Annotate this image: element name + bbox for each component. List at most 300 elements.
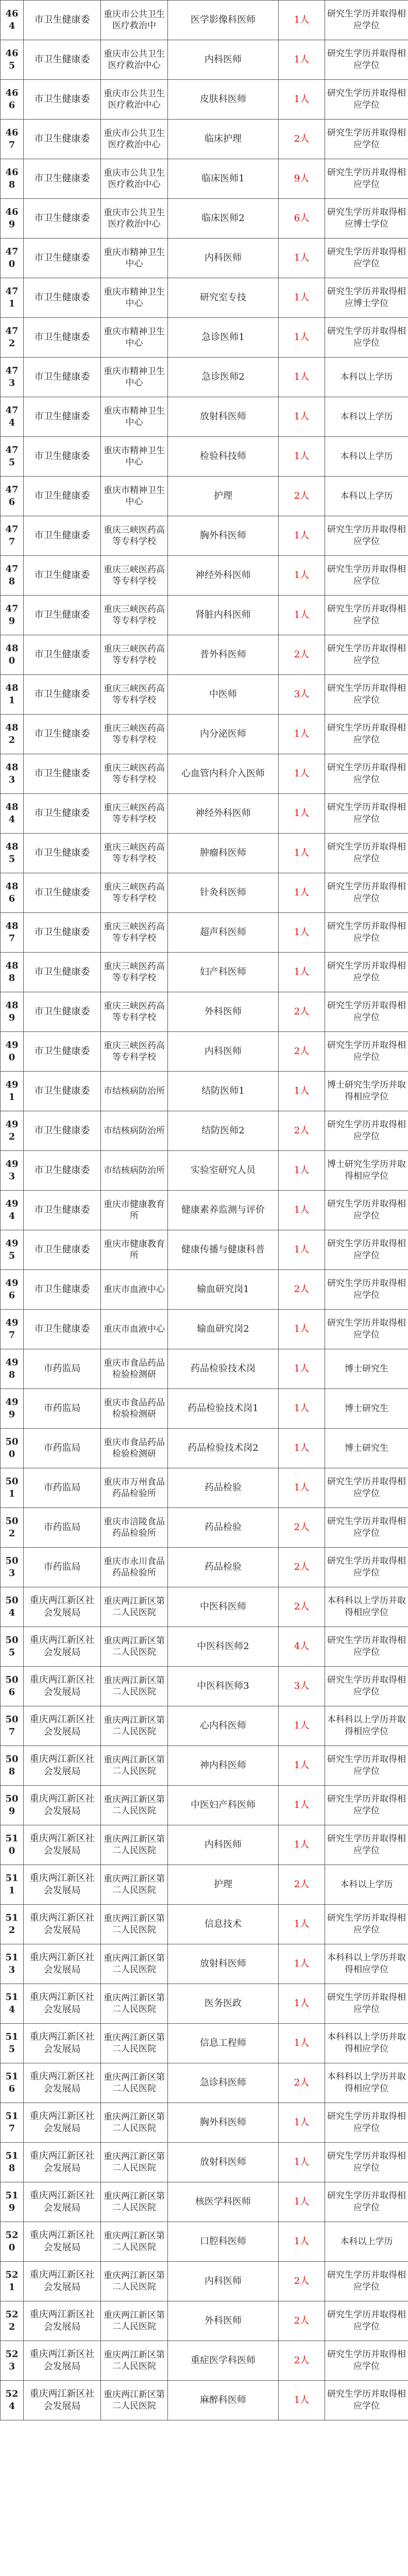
department-cell: 重庆两江新区第二人民医院: [101, 1667, 168, 1706]
education-cell: 研究生学历并取得相应学位: [325, 1230, 408, 1270]
headcount-cell: 6人: [279, 199, 325, 239]
unit-cell: 重庆两江新区社会发展局: [24, 1706, 101, 1746]
position-cell: 急诊医师1: [168, 318, 279, 358]
row-number: 500: [1, 1429, 24, 1468]
position-cell: 外科医师: [168, 2301, 279, 2341]
position-cell: 放射科医师: [168, 1944, 279, 1984]
unit-cell: 市卫生健康委: [24, 1191, 101, 1230]
education-cell: 研究生学历并取得相应学位: [325, 1984, 408, 2024]
unit-cell: 市卫生健康委: [24, 556, 101, 596]
department-cell: 重庆两江新区第二人民医院: [101, 1984, 168, 2024]
position-cell: 放射科医师: [168, 397, 279, 437]
headcount-cell: 1人: [279, 1230, 325, 1270]
unit-cell: 市卫生健康委: [24, 358, 101, 397]
row-number: 509: [1, 1786, 24, 1825]
table-row: [1, 635, 408, 675]
education-cell: 研究生学历并取得相应学位: [325, 1310, 408, 1349]
education-cell: 研究生学历并取得相应学位: [325, 1191, 408, 1230]
table-row: [1, 120, 408, 159]
education-cell: 研究生学历并取得相应学位: [325, 834, 408, 873]
row-number: 522: [1, 2301, 24, 2341]
headcount-cell: 1人: [279, 794, 325, 834]
headcount-cell: 1人: [279, 358, 325, 397]
unit-cell: 市卫生健康委: [24, 318, 101, 358]
position-cell: 胸外科医师: [168, 2103, 279, 2143]
education-cell: 研究生学历并取得相应学位: [325, 40, 408, 80]
row-number: 490: [1, 1032, 24, 1072]
position-cell: 健康素养监测与评价: [168, 1191, 279, 1230]
row-number: 493: [1, 1151, 24, 1191]
position-cell: 口腔科医师: [168, 2222, 279, 2262]
unit-cell: 市药监局: [24, 1429, 101, 1468]
table-row: [1, 992, 408, 1032]
row-number: 473: [1, 358, 24, 397]
table-row: [1, 1468, 408, 1508]
department-cell: 重庆市万州食品药品检验所: [101, 1468, 168, 1508]
table-row: [1, 1349, 408, 1389]
department-cell: 重庆市公共卫生医疗救治中: [101, 1, 168, 40]
table-row: [1, 1667, 408, 1706]
headcount-cell: 2人: [279, 1865, 325, 1905]
department-cell: 重庆两江新区第二人民医院: [101, 2182, 168, 2222]
department-cell: 重庆市公共卫生医疗救治中心: [101, 199, 168, 239]
education-cell: 本科科以上学历并取得相应学位: [325, 2024, 408, 2063]
education-cell: 研究生学历并取得相应学位: [325, 913, 408, 953]
unit-cell: 重庆两江新区社会发展局: [24, 2262, 101, 2301]
table-row: [1, 953, 408, 992]
headcount-cell: 1人: [279, 873, 325, 913]
department-cell: 重庆市公共卫生医疗救治中心: [101, 80, 168, 120]
position-cell: 健康传播与健康科普: [168, 1230, 279, 1270]
position-cell: 胸外科医师: [168, 516, 279, 556]
row-number: 505: [1, 1627, 24, 1667]
position-cell: 临床医师1: [168, 159, 279, 199]
position-cell: 研究室专技: [168, 278, 279, 318]
education-cell: 研究生学历并取得相应学位: [325, 120, 408, 159]
education-cell: 研究生学历并取得相应博士学位: [325, 278, 408, 318]
education-cell: 本科科以上学历并取得相应学位: [325, 1944, 408, 1984]
row-number: 492: [1, 1111, 24, 1151]
education-cell: 研究生学历并取得相应学位: [325, 754, 408, 794]
row-number: 484: [1, 794, 24, 834]
department-cell: 市结核病防治所: [101, 1151, 168, 1191]
unit-cell: 市卫生健康委: [24, 873, 101, 913]
headcount-cell: 1人: [279, 1151, 325, 1191]
headcount-cell: 1人: [279, 556, 325, 596]
unit-cell: 重庆两江新区社会发展局: [24, 1944, 101, 1984]
table-row: [1, 1389, 408, 1429]
row-number: 503: [1, 1548, 24, 1587]
headcount-cell: 1人: [279, 239, 325, 278]
position-cell: 神内科医师: [168, 1746, 279, 1786]
headcount-cell: 1人: [279, 834, 325, 873]
headcount-cell: 3人: [279, 675, 325, 715]
education-cell: 研究生学历并取得相应学位: [325, 2301, 408, 2341]
table-row: [1, 437, 408, 477]
education-cell: 本科以上学历: [325, 477, 408, 516]
unit-cell: 市卫生健康委: [24, 239, 101, 278]
department-cell: 重庆三峡医药高等专科学校: [101, 635, 168, 675]
department-cell: 重庆三峡医药高等专科学校: [101, 873, 168, 913]
education-cell: 研究生学历并取得相应学位: [325, 715, 408, 754]
department-cell: 重庆两江新区第二人民医院: [101, 1865, 168, 1905]
headcount-cell: 1人: [279, 1905, 325, 1944]
unit-cell: 市卫生健康委: [24, 1111, 101, 1151]
position-cell: 医务医政: [168, 1984, 279, 2024]
department-cell: 重庆市公共卫生医疗救治中心: [101, 40, 168, 80]
row-number: 499: [1, 1389, 24, 1429]
education-cell: 本科科以上学历并取得相应学位: [325, 2063, 408, 2103]
table-row: [1, 2103, 408, 2143]
unit-cell: 市卫生健康委: [24, 40, 101, 80]
education-cell: 研究生学历并取得相应学位: [325, 596, 408, 635]
department-cell: 重庆两江新区第二人民医院: [101, 1746, 168, 1786]
position-cell: 中医妇产科医师: [168, 1786, 279, 1825]
department-cell: 重庆市精神卫生中心: [101, 318, 168, 358]
department-cell: 重庆市涪陵食品药品检验所: [101, 1508, 168, 1548]
education-cell: 研究生学历并取得相应学位: [325, 1746, 408, 1786]
headcount-cell: 1人: [279, 953, 325, 992]
department-cell: 重庆市血液中心: [101, 1270, 168, 1310]
department-cell: 重庆市健康教育所: [101, 1191, 168, 1230]
department-cell: 重庆两江新区第二人民医院: [101, 2103, 168, 2143]
education-cell: 研究生学历并取得相应学位: [325, 1111, 408, 1151]
row-number: 517: [1, 2103, 24, 2143]
table-row: [1, 1825, 408, 1865]
row-number: 502: [1, 1508, 24, 1548]
unit-cell: 重庆两江新区社会发展局: [24, 2301, 101, 2341]
education-cell: 研究生学历并取得相应学位: [325, 1548, 408, 1587]
education-cell: 研究生学历并取得相应学位: [325, 239, 408, 278]
department-cell: 重庆市公共卫生医疗救治中心: [101, 159, 168, 199]
department-cell: 重庆两江新区第二人民医院: [101, 1905, 168, 1944]
position-cell: 药品检验技术岗2: [168, 1429, 279, 1468]
unit-cell: 市卫生健康委: [24, 1270, 101, 1310]
unit-cell: 市药监局: [24, 1468, 101, 1508]
headcount-cell: 2人: [279, 2301, 325, 2341]
row-number: 482: [1, 715, 24, 754]
position-cell: 内科医师: [168, 1032, 279, 1072]
table-row: [1, 2341, 408, 2381]
education-cell: 研究生学历并取得相应学位: [325, 556, 408, 596]
education-cell: 研究生学历并取得相应学位: [325, 159, 408, 199]
headcount-cell: 2人: [279, 2341, 325, 2381]
table-row: [1, 159, 408, 199]
unit-cell: 市卫生健康委: [24, 1230, 101, 1270]
position-cell: 医学影像科医师: [168, 1, 279, 40]
headcount-cell: 1人: [279, 596, 325, 635]
unit-cell: 重庆两江新区社会发展局: [24, 1786, 101, 1825]
department-cell: 重庆三峡医药高等专科学校: [101, 953, 168, 992]
table-row: [1, 834, 408, 873]
row-number: 519: [1, 2182, 24, 2222]
row-number: 516: [1, 2063, 24, 2103]
headcount-cell: 1人: [279, 1349, 325, 1389]
table-row: [1, 2222, 408, 2262]
headcount-cell: 1人: [279, 715, 325, 754]
row-number: 466: [1, 80, 24, 120]
department-cell: 市结核病防治所: [101, 1111, 168, 1151]
headcount-cell: 1人: [279, 2182, 325, 2222]
education-cell: 研究生学历并取得相应学位: [325, 1905, 408, 1944]
department-cell: 重庆两江新区第二人民医院: [101, 1825, 168, 1865]
row-number: 523: [1, 2341, 24, 2381]
department-cell: 重庆两江新区第二人民医院: [101, 2381, 168, 2420]
department-cell: 重庆三峡医药高等专科学校: [101, 675, 168, 715]
department-cell: 重庆市精神卫生中心: [101, 278, 168, 318]
position-cell: 急诊医师2: [168, 358, 279, 397]
department-cell: 重庆三峡医药高等专科学校: [101, 1032, 168, 1072]
headcount-cell: 1人: [279, 2222, 325, 2262]
headcount-cell: 1人: [279, 1706, 325, 1746]
position-cell: 结防医师2: [168, 1111, 279, 1151]
department-cell: 重庆市精神卫生中心: [101, 358, 168, 397]
row-number: 507: [1, 1706, 24, 1746]
row-number: 508: [1, 1746, 24, 1786]
education-cell: 研究生学历并取得相应学位: [325, 992, 408, 1032]
department-cell: 重庆市食品药品检验检测研: [101, 1349, 168, 1389]
row-number: 513: [1, 1944, 24, 1984]
headcount-cell: 1人: [279, 913, 325, 953]
position-cell: 中医师: [168, 675, 279, 715]
education-cell: 本科以上学历: [325, 358, 408, 397]
education-cell: 研究生学历并取得相应学位: [325, 2381, 408, 2420]
headcount-cell: 2人: [279, 2063, 325, 2103]
headcount-cell: 1人: [279, 1072, 325, 1111]
department-cell: 重庆市公共卫生医疗救治中心: [101, 120, 168, 159]
education-cell: 研究生学历并取得相应学位: [325, 1508, 408, 1548]
position-cell: 超声科医师: [168, 913, 279, 953]
department-cell: 重庆两江新区第二人民医院: [101, 1786, 168, 1825]
headcount-cell: 2人: [279, 1587, 325, 1627]
position-cell: 针灸科医师: [168, 873, 279, 913]
headcount-cell: 2人: [279, 1032, 325, 1072]
headcount-cell: 2人: [279, 1548, 325, 1587]
unit-cell: 重庆两江新区社会发展局: [24, 1667, 101, 1706]
position-cell: 临床医师2: [168, 199, 279, 239]
headcount-cell: 1人: [279, 1944, 325, 1984]
table-row: [1, 1270, 408, 1310]
department-cell: 重庆两江新区第二人民医院: [101, 1706, 168, 1746]
department-cell: 重庆市食品药品检验检测研: [101, 1429, 168, 1468]
unit-cell: 市卫生健康委: [24, 754, 101, 794]
table-row: [1, 913, 408, 953]
department-cell: 重庆两江新区第二人民医院: [101, 2222, 168, 2262]
row-number: 520: [1, 2222, 24, 2262]
row-number: 504: [1, 1587, 24, 1627]
unit-cell: 市卫生健康委: [24, 1, 101, 40]
education-cell: 研究生学历并取得相应学位: [325, 2143, 408, 2182]
row-number: 470: [1, 239, 24, 278]
unit-cell: 市药监局: [24, 1508, 101, 1548]
unit-cell: 市卫生健康委: [24, 635, 101, 675]
headcount-cell: 2人: [279, 1111, 325, 1151]
education-cell: 博士研究生学历并取得相应学位: [325, 1151, 408, 1191]
unit-cell: 市卫生健康委: [24, 159, 101, 199]
position-cell: 临床护理: [168, 120, 279, 159]
table-row: [1, 1310, 408, 1349]
table-row: [1, 1072, 408, 1111]
table-row: [1, 239, 408, 278]
headcount-cell: 1人: [279, 1746, 325, 1786]
position-cell: 急诊科医师: [168, 2063, 279, 2103]
unit-cell: 市卫生健康委: [24, 1310, 101, 1349]
department-cell: 重庆两江新区第二人民医院: [101, 2262, 168, 2301]
department-cell: 重庆三峡医药高等专科学校: [101, 596, 168, 635]
position-cell: 放射科医师: [168, 2143, 279, 2182]
headcount-cell: 1人: [279, 2024, 325, 2063]
position-cell: 外科医师: [168, 992, 279, 1032]
position-cell: 信息工程师: [168, 2024, 279, 2063]
position-cell: 输血研究岗2: [168, 1310, 279, 1349]
unit-cell: 重庆两江新区社会发展局: [24, 1984, 101, 2024]
position-cell: 药品检验技术岗1: [168, 1389, 279, 1429]
education-cell: 本科以上学历: [325, 437, 408, 477]
department-cell: 重庆三峡医药高等专科学校: [101, 516, 168, 556]
headcount-cell: 1人: [279, 2103, 325, 2143]
row-number: 468: [1, 159, 24, 199]
table-row: [1, 1746, 408, 1786]
unit-cell: 市卫生健康委: [24, 80, 101, 120]
headcount-cell: 2人: [279, 120, 325, 159]
headcount-cell: 1人: [279, 1468, 325, 1508]
education-cell: 博士研究生: [325, 1429, 408, 1468]
table-row: [1, 2262, 408, 2301]
table-row: [1, 794, 408, 834]
headcount-cell: 1人: [279, 437, 325, 477]
education-cell: 研究生学历并取得相应学位: [325, 2182, 408, 2222]
table-row: [1, 675, 408, 715]
table-row: [1, 318, 408, 358]
headcount-cell: 2人: [279, 2262, 325, 2301]
department-cell: 重庆两江新区第二人民医院: [101, 2024, 168, 2063]
unit-cell: 市卫生健康委: [24, 437, 101, 477]
position-cell: 内科医师: [168, 2262, 279, 2301]
education-cell: 研究生学历并取得相应学位: [325, 80, 408, 120]
headcount-cell: 2人: [279, 477, 325, 516]
row-number: 469: [1, 199, 24, 239]
headcount-cell: 9人: [279, 159, 325, 199]
education-cell: 研究生学历并取得相应学位: [325, 794, 408, 834]
headcount-cell: 1人: [279, 80, 325, 120]
table-row: [1, 1111, 408, 1151]
row-number: 501: [1, 1468, 24, 1508]
unit-cell: 市卫生健康委: [24, 1151, 101, 1191]
headcount-cell: 1人: [279, 2381, 325, 2420]
table-row: [1, 2381, 408, 2420]
education-cell: 研究生学历并取得相应学位: [325, 635, 408, 675]
headcount-cell: 1人: [279, 1429, 325, 1468]
headcount-cell: 1人: [279, 1389, 325, 1429]
row-number: 511: [1, 1865, 24, 1905]
position-cell: 药品检验技术岗: [168, 1349, 279, 1389]
position-cell: 实验室研究人员: [168, 1151, 279, 1191]
table-body: [1, 1, 408, 2420]
education-cell: 研究生学历并取得相应学位: [325, 675, 408, 715]
education-cell: 研究生学历并取得相应学位: [325, 2262, 408, 2301]
position-cell: 内科医师: [168, 40, 279, 80]
row-number: 465: [1, 40, 24, 80]
headcount-cell: 1人: [279, 1825, 325, 1865]
position-cell: 中医科医师3: [168, 1667, 279, 1706]
unit-cell: 重庆两江新区社会发展局: [24, 1746, 101, 1786]
headcount-cell: 1人: [279, 40, 325, 80]
position-cell: 神经外科医师: [168, 556, 279, 596]
position-cell: 药品检验: [168, 1548, 279, 1587]
education-cell: 研究生学历并取得相应学位: [325, 1786, 408, 1825]
education-cell: 研究生学历并取得相应学位: [325, 1, 408, 40]
table-row: [1, 715, 408, 754]
department-cell: 重庆市精神卫生中心: [101, 437, 168, 477]
unit-cell: 市卫生健康委: [24, 477, 101, 516]
unit-cell: 重庆两江新区社会发展局: [24, 2341, 101, 2381]
unit-cell: 市卫生健康委: [24, 675, 101, 715]
row-number: 476: [1, 477, 24, 516]
department-cell: 重庆市精神卫生中心: [101, 477, 168, 516]
education-cell: 研究生学历并取得相应学位: [325, 2103, 408, 2143]
table-row: [1, 199, 408, 239]
unit-cell: 重庆两江新区社会发展局: [24, 1587, 101, 1627]
row-number: 477: [1, 516, 24, 556]
education-cell: 本科科以上学历并取得相应学位: [325, 1587, 408, 1627]
department-cell: 市结核病防治所: [101, 1072, 168, 1111]
headcount-cell: 1人: [279, 1, 325, 40]
headcount-cell: 1人: [279, 516, 325, 556]
department-cell: 重庆市精神卫生中心: [101, 397, 168, 437]
unit-cell: 市卫生健康委: [24, 278, 101, 318]
department-cell: 重庆两江新区第二人民医院: [101, 1944, 168, 1984]
position-cell: 中医科医师2: [168, 1627, 279, 1667]
position-cell: 普外科医师: [168, 635, 279, 675]
headcount-cell: 4人: [279, 1627, 325, 1667]
table-row: [1, 2301, 408, 2341]
table-row: [1, 1, 408, 40]
position-cell: 内分泌医师: [168, 715, 279, 754]
table-row: [1, 1191, 408, 1230]
unit-cell: 市卫生健康委: [24, 1072, 101, 1111]
table-row: [1, 1508, 408, 1548]
position-cell: 护理: [168, 477, 279, 516]
position-cell: 护理: [168, 1865, 279, 1905]
education-cell: 研究生学历并取得相应学位: [325, 873, 408, 913]
table-row: [1, 1587, 408, 1627]
headcount-cell: 3人: [279, 1667, 325, 1706]
row-number: 491: [1, 1072, 24, 1111]
unit-cell: 重庆两江新区社会发展局: [24, 2222, 101, 2262]
position-cell: 检验科技师: [168, 437, 279, 477]
position-cell: 皮肤科医师: [168, 80, 279, 120]
unit-cell: 市卫生健康委: [24, 199, 101, 239]
department-cell: 重庆三峡医药高等专科学校: [101, 715, 168, 754]
department-cell: 重庆两江新区第二人民医院: [101, 2301, 168, 2341]
row-number: 486: [1, 873, 24, 913]
unit-cell: 市药监局: [24, 1548, 101, 1587]
unit-cell: 市药监局: [24, 1389, 101, 1429]
position-cell: 输血研究岗1: [168, 1270, 279, 1310]
department-cell: 重庆两江新区第二人民医院: [101, 2143, 168, 2182]
row-number: 510: [1, 1825, 24, 1865]
headcount-cell: 2人: [279, 635, 325, 675]
education-cell: 研究生学历并取得相应学位: [325, 1032, 408, 1072]
unit-cell: 市卫生健康委: [24, 1032, 101, 1072]
table-row: [1, 40, 408, 80]
position-cell: 麻醉科医师: [168, 2381, 279, 2420]
education-cell: 本科以上学历: [325, 1865, 408, 1905]
unit-cell: 重庆两江新区社会发展局: [24, 1825, 101, 1865]
education-cell: 本科以上学历: [325, 397, 408, 437]
department-cell: 重庆两江新区第二人民医院: [101, 1587, 168, 1627]
education-cell: 博士研究生: [325, 1389, 408, 1429]
